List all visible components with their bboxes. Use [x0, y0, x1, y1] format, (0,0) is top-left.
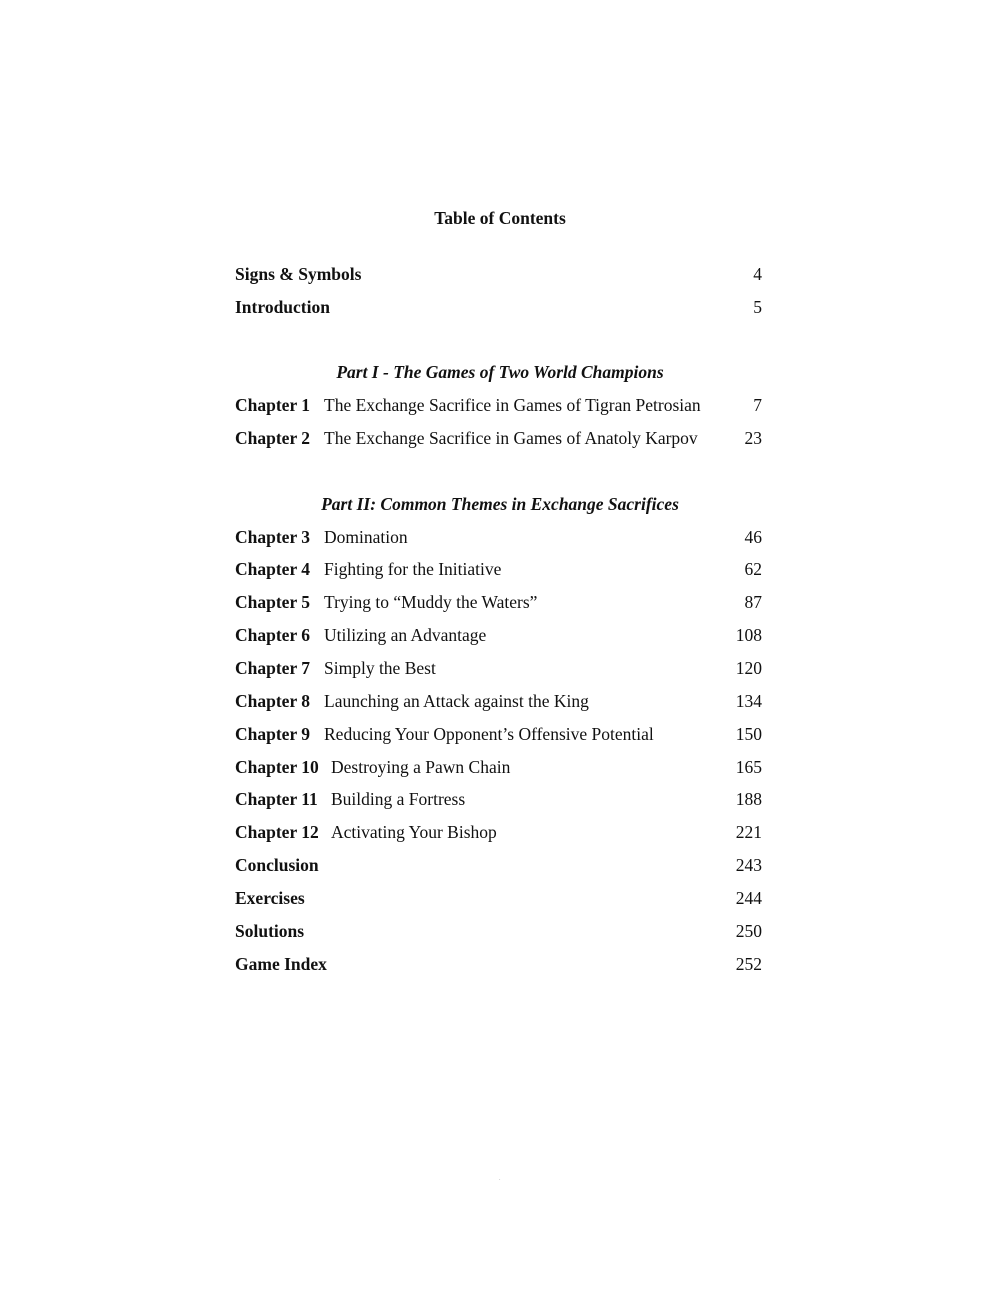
chapter-title: Utilizing an Advantage: [324, 625, 487, 645]
chapter-title: Domination: [324, 527, 408, 547]
chapter-label: Chapter 2: [235, 428, 311, 448]
chapter-label: Chapter 5: [235, 592, 311, 612]
chapter-label: Chapter 7: [235, 658, 311, 678]
entry-page: 250: [735, 921, 762, 941]
toc-title: Table of Contents: [434, 208, 566, 228]
entry-page: 46: [744, 527, 762, 547]
toc-entry-chapter-11[interactable]: [235, 787, 762, 811]
toc-entry-chapter-10[interactable]: [235, 755, 762, 779]
toc-entry-chapter-5[interactable]: [235, 590, 762, 614]
entry-page: 5: [753, 297, 762, 317]
toc-entry-chapter-4[interactable]: [235, 557, 762, 581]
toc-entry-chapter-3[interactable]: [235, 525, 762, 549]
toc-entry-signs-symbols[interactable]: [235, 262, 762, 286]
chapter-label: Chapter 3: [235, 527, 311, 547]
entry-page: 7: [753, 395, 762, 415]
entry-label: Conclusion: [235, 855, 319, 875]
entry-label: Exercises: [235, 888, 305, 908]
toc-entry-exercises[interactable]: [235, 886, 762, 910]
entry-page: 4: [753, 264, 762, 284]
entry-label: Introduction: [235, 297, 330, 317]
chapter-title: Destroying a Pawn Chain: [331, 757, 511, 777]
toc-entry-game-index[interactable]: [235, 952, 762, 976]
chapter-title: Reducing Your Opponent’s Offensive Potential: [324, 724, 654, 744]
entry-page: 252: [735, 954, 762, 974]
entry-page: 108: [735, 625, 762, 645]
entry-label: Game Index: [235, 954, 327, 974]
toc-entry-chapter-9[interactable]: [235, 722, 762, 746]
toc-entry-chapter-6[interactable]: [235, 623, 762, 647]
chapter-label: Chapter 11: [235, 789, 318, 809]
chapter-title: Simply the Best: [324, 658, 436, 678]
footer-mark: .: [499, 1176, 501, 1182]
chapter-label: Chapter 1: [235, 395, 311, 415]
entry-page: 150: [735, 724, 762, 744]
entry-page: 243: [735, 855, 762, 875]
toc-entry-introduction[interactable]: [235, 295, 762, 319]
chapter-label: Chapter 6: [235, 625, 311, 645]
chapter-title: Trying to “Muddy the Waters”: [324, 592, 538, 612]
chapter-title: Fighting for the Initiative: [324, 559, 502, 579]
entry-page: 221: [735, 822, 762, 842]
chapter-label: Chapter 4: [235, 559, 311, 579]
toc-entry-chapter-1[interactable]: [235, 393, 762, 417]
entry-page: 188: [735, 789, 762, 809]
entry-page: 120: [735, 658, 762, 678]
entry-page: 134: [735, 691, 762, 711]
toc-entry-solutions[interactable]: [235, 919, 762, 943]
part-1-heading: Part I - The Games of Two World Champions: [336, 362, 664, 382]
toc-entry-conclusion[interactable]: [235, 853, 762, 877]
entry-page: 62: [744, 559, 762, 579]
chapter-title: Activating Your Bishop: [331, 822, 497, 842]
entry-label: Signs & Symbols: [235, 264, 362, 284]
entry-page: 165: [735, 757, 762, 777]
entry-label: Solutions: [235, 921, 305, 941]
chapter-label: Chapter 12: [235, 822, 319, 842]
chapter-label: Chapter 9: [235, 724, 311, 744]
chapter-title: Building a Fortress: [331, 789, 466, 809]
entry-page: 23: [744, 428, 762, 448]
part-2-heading: Part II: Common Themes in Exchange Sacrifices: [321, 494, 679, 514]
toc-entry-chapter-2[interactable]: [235, 426, 762, 450]
chapter-title: Launching an Attack against the King: [324, 691, 589, 711]
chapter-label: Chapter 10: [235, 757, 319, 777]
entry-page: 244: [735, 888, 762, 908]
chapter-title: The Exchange Sacrifice in Games of Anatoly Karpov: [324, 428, 698, 448]
toc-entry-chapter-8[interactable]: [235, 689, 762, 713]
toc-entry-chapter-7[interactable]: [235, 656, 762, 680]
chapter-title: The Exchange Sacrifice in Games of Tigran Petrosian: [324, 395, 701, 415]
chapter-label: Chapter 8: [235, 691, 311, 711]
entry-page: 87: [744, 592, 762, 612]
toc-entry-chapter-12[interactable]: [235, 820, 762, 844]
